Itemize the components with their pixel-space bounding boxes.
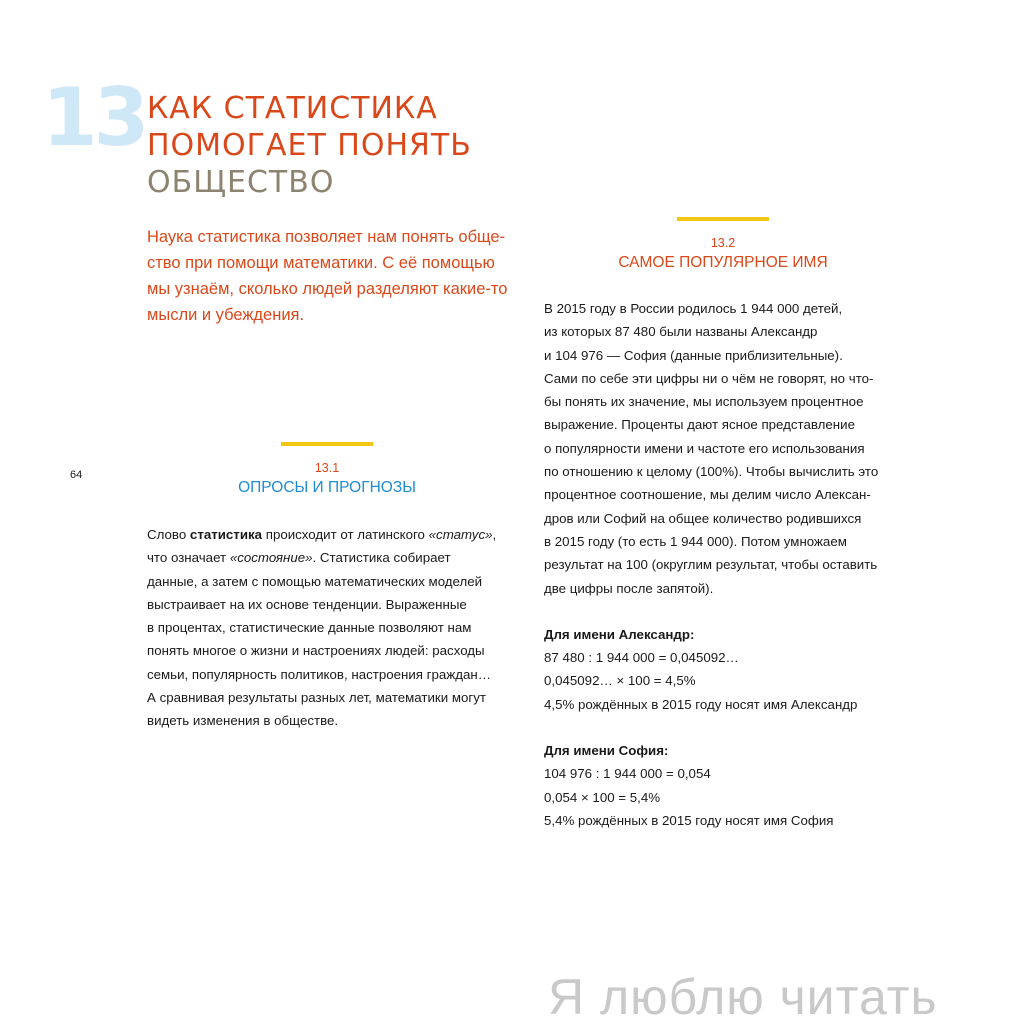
text-line: процентное соотношение, мы делим число Алексан- [544,487,871,503]
term-bold: статистика [189,527,263,542]
chapter-title-line-3: ОБЩЕСТВО [147,165,335,200]
section-title: ОПРОСЫ И ПРОГНОЗЫ [238,479,416,496]
text-line: данные, а затем с помощью математических моделей [147,573,483,589]
text-line [147,523,496,546]
section-heading-13-2 [573,217,873,274]
chapter-title [147,90,472,201]
calc-line: 0,045092… × 100 = 4,5% [544,673,696,689]
text-line: результат на 100 (округлим результат, чтобы оставить [544,557,878,573]
watermark: Я люблю читать [548,969,938,1025]
section-body-13-1 [147,523,496,733]
text-line [147,546,496,569]
chapter-title-line-1: КАК СТАТИСТИКА [147,91,438,126]
calc-heading-alexander: Для имени Александр: [544,626,695,642]
section-body-13-2 [544,297,878,832]
text-line: выражение. Проценты дают ясное представление [544,417,855,433]
calc-line: 87 480 : 1 944 000 = 0,045092… [544,650,739,666]
text-run: . Статистика собирает [312,550,451,566]
section-accent-bar [281,442,373,446]
text-line: и 104 976 — София (данные приблизительные). [544,347,843,363]
section-title: САМОЕ ПОПУЛЯРНОЕ ИМЯ [618,254,828,271]
section-accent-bar [677,217,769,221]
text-line: семьи, популярность политиков, настроения граждан… [147,666,492,682]
text-line: Сами по себе эти цифры ни о чём не говорят, но что- [544,370,874,386]
intro-line: мысли и убеждения. [147,306,305,324]
calc-line: 5,4% рождённых в 2015 году носят имя София [544,812,834,828]
page-number: 64 [70,469,83,481]
text-line: в процентах, статистические данные позволяют нам [147,620,472,636]
text-line: две цифры после запятой). [544,580,714,596]
text-line: видеть изменения в обществе. [147,713,339,729]
text-run: происходит от латинского [262,527,429,542]
intro-line: Наука статистика позволяет нам понять обще- [147,228,506,246]
text-line: понять многое о жизни и настроениях людей: расходы [147,643,485,659]
section-number: 13.1 [314,461,340,475]
chapter-number: 13 [42,71,146,164]
section-number: 13.2 [710,236,736,250]
intro-line: ство при помощи математики. С её помощью [147,254,495,272]
text-line: по отношению к целому (100%). Чтобы вычислить это [544,464,879,480]
term-italic: «статус» [428,527,493,542]
section-heading-13-1 [177,442,477,499]
text-line: бы понять их значение, мы используем процентное [544,394,864,410]
calc-line: 104 976 : 1 944 000 = 0,054 [544,766,711,782]
calc-line: 4,5% рождённых в 2015 году носят имя Александр [544,696,858,712]
term-italic: «состояние» [229,550,313,566]
text-line: о популярности имени и частоте его использования [544,440,865,456]
text-line: из которых 87 480 были названы Александр [544,324,818,340]
intro-line: мы узнаём, сколько людей разделяют какие-то [147,280,508,298]
paragraph-gap [544,716,878,739]
text-line: А сравнивая результаты разных лет, математики могут [147,690,486,706]
calc-line: 0,054 × 100 = 5,4% [544,789,661,805]
text-line: в 2015 году (то есть 1 944 000). Потом умножаем [544,533,847,549]
calc-heading-sofia: Для имени София: [544,743,669,759]
text-line: дров или Софий на общее количество родившихся [544,510,862,526]
text-line: выстраивает на их основе тенденции. Выраженные [147,596,467,612]
text-run: Слово [147,527,190,542]
paragraph-gap [544,600,878,623]
chapter-title-line-2: ПОМОГАЕТ ПОНЯТЬ [147,128,472,163]
text-line: В 2015 году в России родилось 1 944 000 детей, [544,301,843,316]
chapter-intro [147,224,527,328]
text-run: что означает [147,550,230,566]
text-run: , [492,527,497,542]
